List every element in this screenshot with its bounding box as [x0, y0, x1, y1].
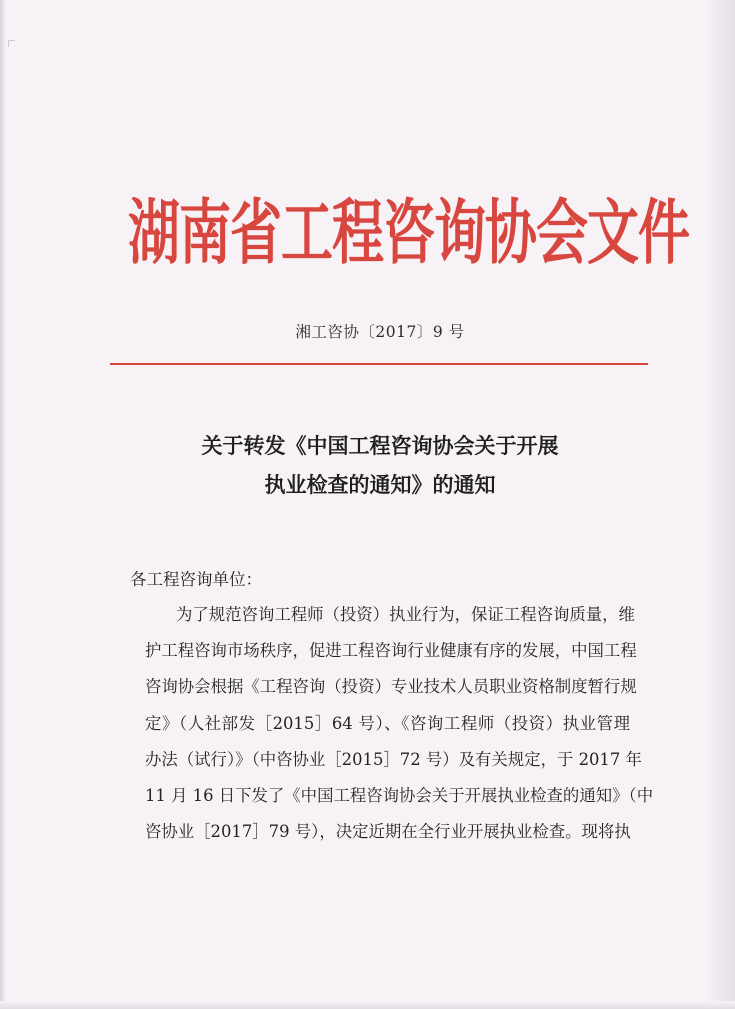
- red-divider-line: [110, 363, 648, 365]
- page-right-edge: [705, 0, 735, 1009]
- body-line-3: 咨询协会根据《工程咨询（投资）专业技术人员职业资格制度暂行规: [145, 677, 637, 697]
- body-line-6: 11 月 16 日下发了《中国工程咨询协会关于开展执业检查的通知》（中: [145, 785, 654, 805]
- salutation: 各工程咨询单位：: [130, 570, 262, 589]
- body-line-4: 定》（人社部发［2015］64 号）、《咨询工程师（投资）执业管理: [145, 713, 630, 733]
- notice-title-line-2: 执业检查的通知》的通知: [264, 472, 496, 497]
- page-left-edge: [0, 0, 6, 1009]
- document-number: 湘工咨协〔2017〕9 号: [295, 323, 465, 341]
- page-bottom-edge: [0, 1001, 735, 1009]
- notice-title-line-1: 关于转发《中国工程咨询协会关于开展: [201, 433, 559, 458]
- body-line-1: 为了规范咨询工程师（投资）执业行为，保证工程咨询质量，维: [176, 605, 635, 624]
- crop-mark: [8, 40, 15, 47]
- notice-title: [0, 426, 735, 504]
- document-header-title: 湖南省工程咨询协会文件: [128, 192, 690, 275]
- body-line-7: 咨协业［2017］79 号），决定近期在全行业开展执业检查。现将执: [145, 822, 631, 842]
- body-line-2: 护工程咨询市场秩序，促进工程咨询行业健康有序的发展，中国工程: [145, 641, 637, 661]
- body-paragraph: [145, 597, 654, 850]
- body-line-5: 办法（试行）》（中咨协业［2015］72 号）及有关规定，于 2017 年: [145, 749, 642, 769]
